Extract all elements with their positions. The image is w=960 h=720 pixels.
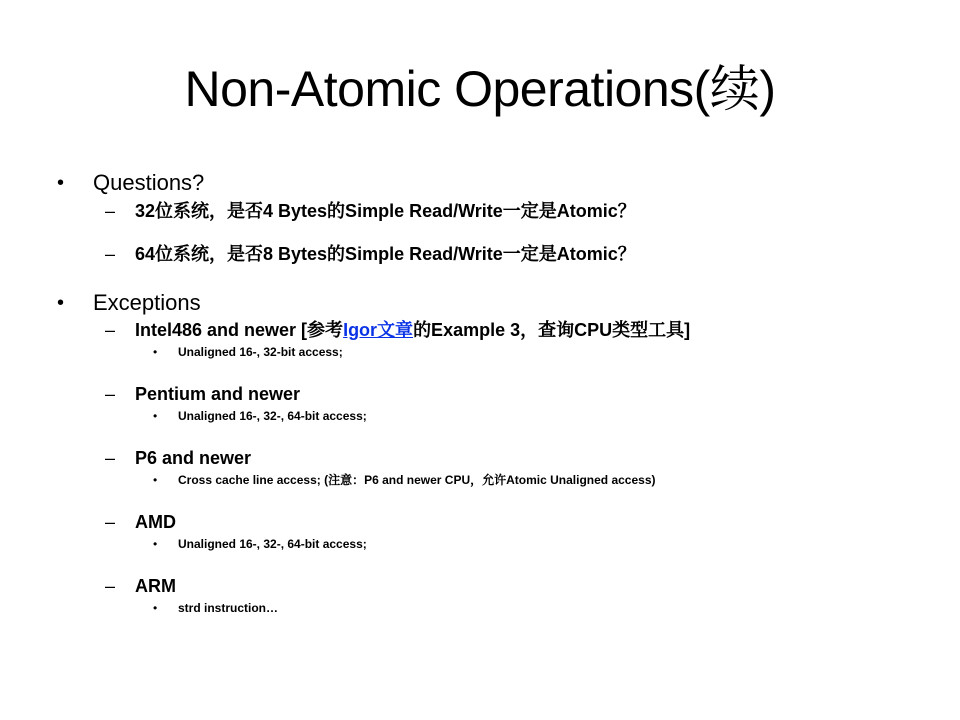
bullet-mark: • [57,172,65,194]
sub-bullet-mark: • [153,409,158,423]
p6-detail [153,472,656,488]
detail-text: Cross cache line access; (注意：P6 and newer CPU，允许Atomic Unaligned access) [178,473,656,487]
dash-mark: – [105,244,116,264]
questions-heading: Questions? [93,170,205,195]
detail-text: Unaligned 16-, 32-, 64-bit access; [178,537,367,551]
question-text: 64位系统，是否8 Bytes的Simple Read/Write一定是Atomic？ [135,244,636,264]
arm-label: ARM [135,576,176,596]
p6-label: P6 and newer [135,448,252,468]
exception-amd [105,510,176,534]
sub-bullet-mark: • [153,537,158,551]
amd-label: AMD [135,512,176,532]
question-item-32bit [105,199,636,223]
exceptions-heading: Exceptions [93,290,201,315]
detail-text: strd instruction… [178,601,279,615]
pentium-detail [153,408,367,424]
amd-detail [153,536,367,552]
intel486-detail [153,344,343,360]
exception-pentium [105,382,301,406]
slide-title: Non-Atomic Operations(续) [184,61,776,117]
question-item-64bit [105,242,636,266]
dash-mark: – [105,384,116,404]
question-text: 32位系统，是否4 Bytes的Simple Read/Write一定是Atomic？ [135,201,636,221]
exception-arm [105,574,176,598]
exception-intel486 [105,318,691,342]
igor-article-link[interactable]: Igor文章 [343,320,414,340]
sub-bullet-mark: • [153,601,158,615]
sub-bullet-mark: • [153,473,158,487]
dash-mark: – [105,201,116,221]
detail-text: Unaligned 16-, 32-, 64-bit access; [178,409,367,423]
bullet-questions [57,169,205,197]
pentium-label: Pentium and newer [135,384,301,404]
dash-mark: – [105,576,116,596]
arm-detail [153,600,279,616]
bullet-mark: • [57,292,65,314]
exception-p6 [105,446,252,470]
dash-mark: – [105,512,116,532]
intel486-suffix: 的Example 3，查询CPU类型工具] [413,320,691,340]
sub-bullet-mark: • [153,345,158,359]
detail-text: Unaligned 16-, 32-bit access; [178,345,343,359]
dash-mark: – [105,448,116,468]
bullet-exceptions [57,289,201,317]
dash-mark: – [105,320,116,340]
intel486-prefix: Intel486 and newer [参考 [135,320,344,340]
